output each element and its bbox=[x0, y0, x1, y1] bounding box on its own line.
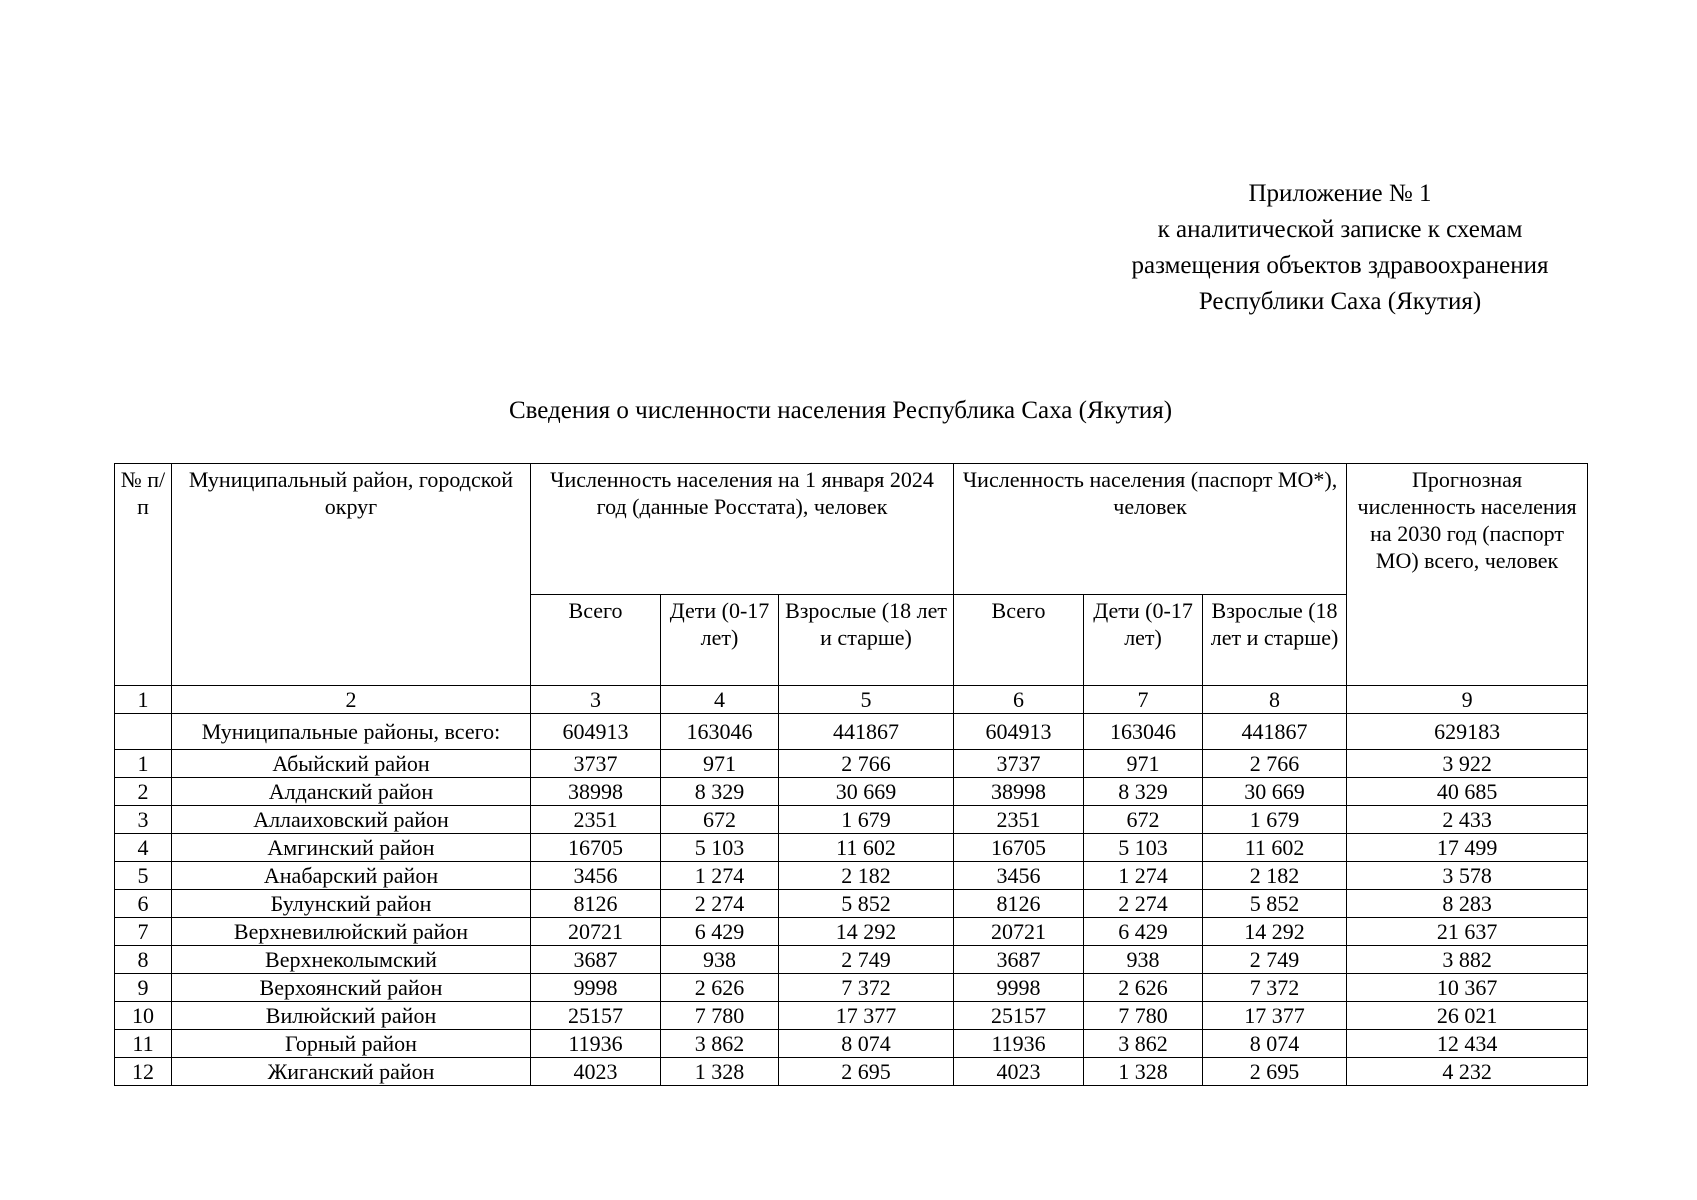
table-row bbox=[115, 862, 1588, 890]
row-no: 2 bbox=[115, 778, 172, 806]
total-no bbox=[115, 714, 172, 750]
row-passport-adults: 2 182 bbox=[1203, 862, 1347, 890]
table-row bbox=[115, 778, 1588, 806]
table-row bbox=[115, 974, 1588, 1002]
row-no: 3 bbox=[115, 806, 172, 834]
row-passport-total: 3737 bbox=[954, 750, 1084, 778]
row-district-name: Аллаиховский район bbox=[172, 806, 531, 834]
row-rosstat-total: 8126 bbox=[531, 890, 661, 918]
document-title-wrapper bbox=[0, 394, 1697, 428]
row-rosstat-total: 16705 bbox=[531, 834, 661, 862]
row-district-name: Булунский район bbox=[172, 890, 531, 918]
row-rosstat-children: 1 328 bbox=[661, 1058, 779, 1086]
row-passport-total: 25157 bbox=[954, 1002, 1084, 1030]
row-passport-total: 38998 bbox=[954, 778, 1084, 806]
table-row bbox=[115, 1058, 1588, 1086]
header-forecast: Прогнозная численность населения на 2030 год (паспорт МО) всего, человек bbox=[1347, 464, 1588, 686]
row-forecast: 10 367 bbox=[1347, 974, 1588, 1002]
column-number: 3 bbox=[531, 686, 661, 714]
table-row bbox=[115, 1030, 1588, 1058]
row-no: 5 bbox=[115, 862, 172, 890]
row-district-name: Верхнеколымский bbox=[172, 946, 531, 974]
row-passport-adults: 2 749 bbox=[1203, 946, 1347, 974]
row-rosstat-adults: 7 372 bbox=[779, 974, 954, 1002]
appendix-caption bbox=[1080, 176, 1600, 320]
header-passport-total: Всего bbox=[954, 595, 1084, 686]
column-number: 4 bbox=[661, 686, 779, 714]
total-name: Муниципальные районы, всего: bbox=[172, 714, 531, 750]
row-rosstat-children: 3 862 bbox=[661, 1030, 779, 1058]
row-passport-total: 8126 bbox=[954, 890, 1084, 918]
header-rosstat-adults: Взрослые (18 лет и старше) bbox=[779, 595, 954, 686]
row-rosstat-children: 7 780 bbox=[661, 1002, 779, 1030]
row-district-name: Анабарский район bbox=[172, 862, 531, 890]
row-rosstat-children: 2 274 bbox=[661, 890, 779, 918]
row-rosstat-children: 2 626 bbox=[661, 974, 779, 1002]
column-number: 7 bbox=[1084, 686, 1203, 714]
total-row bbox=[115, 714, 1588, 750]
row-passport-adults: 2 766 bbox=[1203, 750, 1347, 778]
table-row bbox=[115, 946, 1588, 974]
row-rosstat-children: 1 274 bbox=[661, 862, 779, 890]
total-passport-adults: 441867 bbox=[1203, 714, 1347, 750]
row-rosstat-children: 8 329 bbox=[661, 778, 779, 806]
row-rosstat-adults: 11 602 bbox=[779, 834, 954, 862]
row-forecast: 3 578 bbox=[1347, 862, 1588, 890]
total-rosstat-children: 163046 bbox=[661, 714, 779, 750]
appendix-line-1: Приложение № 1 bbox=[1248, 180, 1432, 207]
row-forecast: 26 021 bbox=[1347, 1002, 1588, 1030]
row-passport-total: 9998 bbox=[954, 974, 1084, 1002]
document-title: Сведения о численности населения Республика Саха (Якутия) bbox=[508, 397, 1173, 424]
table-row bbox=[115, 1002, 1588, 1030]
row-passport-children: 6 429 bbox=[1084, 918, 1203, 946]
row-district-name: Верхневилюйский район bbox=[172, 918, 531, 946]
row-forecast: 8 283 bbox=[1347, 890, 1588, 918]
row-rosstat-total: 25157 bbox=[531, 1002, 661, 1030]
row-passport-total: 20721 bbox=[954, 918, 1084, 946]
row-passport-children: 7 780 bbox=[1084, 1002, 1203, 1030]
row-rosstat-total: 3456 bbox=[531, 862, 661, 890]
row-rosstat-total: 38998 bbox=[531, 778, 661, 806]
appendix-line-3: размещения объектов здравоохранения bbox=[1131, 252, 1549, 279]
total-passport-children: 163046 bbox=[1084, 714, 1203, 750]
row-district-name: Жиганский район bbox=[172, 1058, 531, 1086]
row-rosstat-total: 20721 bbox=[531, 918, 661, 946]
row-passport-adults: 5 852 bbox=[1203, 890, 1347, 918]
row-rosstat-children: 6 429 bbox=[661, 918, 779, 946]
header-passport-adults: Взрослые (18 лет и старше) bbox=[1203, 595, 1347, 686]
row-forecast: 40 685 bbox=[1347, 778, 1588, 806]
row-passport-adults: 30 669 bbox=[1203, 778, 1347, 806]
row-passport-total: 3687 bbox=[954, 946, 1084, 974]
row-passport-adults: 1 679 bbox=[1203, 806, 1347, 834]
row-passport-adults: 17 377 bbox=[1203, 1002, 1347, 1030]
row-district-name: Вилюйский район bbox=[172, 1002, 531, 1030]
row-forecast: 17 499 bbox=[1347, 834, 1588, 862]
row-passport-children: 2 274 bbox=[1084, 890, 1203, 918]
row-forecast: 3 882 bbox=[1347, 946, 1588, 974]
row-rosstat-adults: 8 074 bbox=[779, 1030, 954, 1058]
row-forecast: 12 434 bbox=[1347, 1030, 1588, 1058]
row-rosstat-adults: 1 679 bbox=[779, 806, 954, 834]
row-forecast: 2 433 bbox=[1347, 806, 1588, 834]
row-district-name: Горный район bbox=[172, 1030, 531, 1058]
row-rosstat-children: 672 bbox=[661, 806, 779, 834]
row-no: 10 bbox=[115, 1002, 172, 1030]
row-passport-children: 1 274 bbox=[1084, 862, 1203, 890]
column-number: 5 bbox=[779, 686, 954, 714]
row-passport-adults: 8 074 bbox=[1203, 1030, 1347, 1058]
row-no: 4 bbox=[115, 834, 172, 862]
population-table bbox=[114, 463, 1588, 1086]
row-rosstat-adults: 14 292 bbox=[779, 918, 954, 946]
row-passport-children: 971 bbox=[1084, 750, 1203, 778]
appendix-line-4: Республики Саха (Якутия) bbox=[1198, 288, 1482, 315]
column-number: 8 bbox=[1203, 686, 1347, 714]
row-passport-children: 8 329 bbox=[1084, 778, 1203, 806]
row-rosstat-children: 938 bbox=[661, 946, 779, 974]
table-row bbox=[115, 834, 1588, 862]
row-rosstat-adults: 2 182 bbox=[779, 862, 954, 890]
row-passport-total: 3456 bbox=[954, 862, 1084, 890]
row-rosstat-total: 3687 bbox=[531, 946, 661, 974]
row-district-name: Абыйский район bbox=[172, 750, 531, 778]
row-rosstat-adults: 2 695 bbox=[779, 1058, 954, 1086]
row-forecast: 3 922 bbox=[1347, 750, 1588, 778]
row-no: 1 bbox=[115, 750, 172, 778]
column-number-row bbox=[115, 686, 1588, 714]
header-no: № п/п bbox=[115, 464, 172, 686]
row-rosstat-adults: 17 377 bbox=[779, 1002, 954, 1030]
row-rosstat-total: 3737 bbox=[531, 750, 661, 778]
row-no: 6 bbox=[115, 890, 172, 918]
row-no: 8 bbox=[115, 946, 172, 974]
row-rosstat-adults: 5 852 bbox=[779, 890, 954, 918]
table-row bbox=[115, 806, 1588, 834]
row-no: 11 bbox=[115, 1030, 172, 1058]
row-passport-total: 11936 bbox=[954, 1030, 1084, 1058]
header-passport-children: Дети (0-17 лет) bbox=[1084, 595, 1203, 686]
appendix-line-2: к аналитической записке к схемам bbox=[1157, 216, 1523, 243]
row-passport-children: 3 862 bbox=[1084, 1030, 1203, 1058]
column-number: 2 bbox=[172, 686, 531, 714]
total-rosstat-adults: 441867 bbox=[779, 714, 954, 750]
header-rosstat-total: Всего bbox=[531, 595, 661, 686]
row-rosstat-adults: 2 749 bbox=[779, 946, 954, 974]
table-row bbox=[115, 890, 1588, 918]
column-number: 1 bbox=[115, 686, 172, 714]
row-forecast: 21 637 bbox=[1347, 918, 1588, 946]
row-forecast: 4 232 bbox=[1347, 1058, 1588, 1086]
row-rosstat-children: 971 bbox=[661, 750, 779, 778]
row-no: 12 bbox=[115, 1058, 172, 1086]
table-row bbox=[115, 918, 1588, 946]
row-rosstat-total: 2351 bbox=[531, 806, 661, 834]
total-forecast: 629183 bbox=[1347, 714, 1588, 750]
total-passport-total: 604913 bbox=[954, 714, 1084, 750]
row-passport-adults: 7 372 bbox=[1203, 974, 1347, 1002]
row-rosstat-children: 5 103 bbox=[661, 834, 779, 862]
row-rosstat-total: 9998 bbox=[531, 974, 661, 1002]
total-rosstat-total: 604913 bbox=[531, 714, 661, 750]
row-passport-total: 2351 bbox=[954, 806, 1084, 834]
row-passport-children: 5 103 bbox=[1084, 834, 1203, 862]
row-passport-total: 16705 bbox=[954, 834, 1084, 862]
row-passport-total: 4023 bbox=[954, 1058, 1084, 1086]
row-district-name: Верхоянский район bbox=[172, 974, 531, 1002]
row-district-name: Амгинский район bbox=[172, 834, 531, 862]
row-passport-children: 2 626 bbox=[1084, 974, 1203, 1002]
row-passport-children: 672 bbox=[1084, 806, 1203, 834]
row-passport-children: 1 328 bbox=[1084, 1058, 1203, 1086]
row-no: 9 bbox=[115, 974, 172, 1002]
header-district: Муниципальный район, городской округ bbox=[172, 464, 531, 686]
column-number: 6 bbox=[954, 686, 1084, 714]
row-rosstat-total: 11936 bbox=[531, 1030, 661, 1058]
column-number: 9 bbox=[1347, 686, 1588, 714]
header-passport-group: Численность населения (паспорт МО*), человек bbox=[954, 464, 1347, 595]
table-row bbox=[115, 750, 1588, 778]
row-no: 7 bbox=[115, 918, 172, 946]
row-rosstat-adults: 2 766 bbox=[779, 750, 954, 778]
row-rosstat-total: 4023 bbox=[531, 1058, 661, 1086]
row-district-name: Алданский район bbox=[172, 778, 531, 806]
row-passport-children: 938 bbox=[1084, 946, 1203, 974]
header-rosstat-group: Численность населения на 1 января 2024 год (данные Росстата), человек bbox=[531, 464, 954, 595]
row-passport-adults: 11 602 bbox=[1203, 834, 1347, 862]
row-passport-adults: 2 695 bbox=[1203, 1058, 1347, 1086]
row-rosstat-adults: 30 669 bbox=[779, 778, 954, 806]
header-rosstat-children: Дети (0-17 лет) bbox=[661, 595, 779, 686]
row-passport-adults: 14 292 bbox=[1203, 918, 1347, 946]
